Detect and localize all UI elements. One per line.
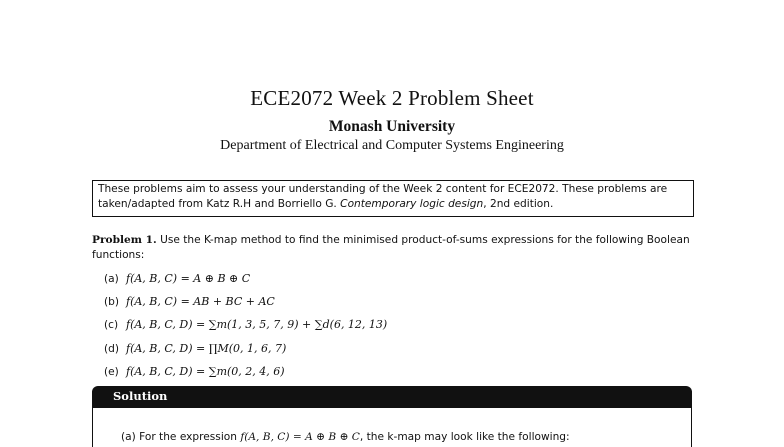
solution-expression: f(A, B, C) = A ⊕ B ⊕ C <box>240 431 360 443</box>
university-name: Monash University <box>328 118 456 135</box>
part-expression: f(A, B, C, D) = ∑m(1, 3, 5, 7, 9) + ∑d(6, 12, 13) <box>126 318 388 332</box>
part-label: (a) <box>104 273 119 285</box>
part-expression: f(A, B, C, D) = ∑m(0, 2, 4, 6) <box>126 364 285 378</box>
department-name: Department of Electrical and Computer Systems Engineering <box>220 138 564 153</box>
solution-part-label: (a) <box>121 431 136 443</box>
part-label: (e) <box>104 365 119 378</box>
page-title: ECE2072 Week 2 Problem Sheet <box>250 86 534 110</box>
list-item <box>104 316 387 339</box>
solution-line <box>121 431 570 443</box>
part-label: (d) <box>104 342 119 355</box>
part-expression: f(A, B, C) = A ⊕ B ⊕ C <box>126 272 251 285</box>
solution-title: Solution <box>113 389 168 403</box>
part-expression: f(A, B, C) = AB + BC + AC <box>126 295 275 309</box>
problem-text: Use the K-map method to find the minimised product-of-sums expressions for the following Boolean functions: <box>92 234 690 261</box>
list-item <box>104 363 387 386</box>
problem-statement <box>92 233 696 263</box>
problem-parts-list <box>104 270 387 386</box>
list-item <box>104 270 387 293</box>
problem-label: Problem 1. <box>92 234 157 246</box>
list-item <box>104 340 387 363</box>
solution-prefix: For the expression <box>139 431 237 443</box>
part-expression: f(A, B, C, D) = ∏M(0, 1, 6, 7) <box>126 341 287 355</box>
solution-header <box>92 386 692 408</box>
intro-box <box>92 180 694 217</box>
intro-book-title: Contemporary logic design <box>340 198 484 210</box>
solution-suffix: , the k-map may look like the following: <box>359 431 570 443</box>
list-item <box>104 293 387 316</box>
intro-edition: , 2nd edition. <box>483 198 554 210</box>
part-label: (b) <box>104 296 119 309</box>
part-label: (c) <box>104 319 119 332</box>
intro-text: These problems aim to assess your understanding of the Week 2 content for ECE2072. These problems are taken/adapted from Katz R.H and Borriello G. <box>98 183 668 210</box>
